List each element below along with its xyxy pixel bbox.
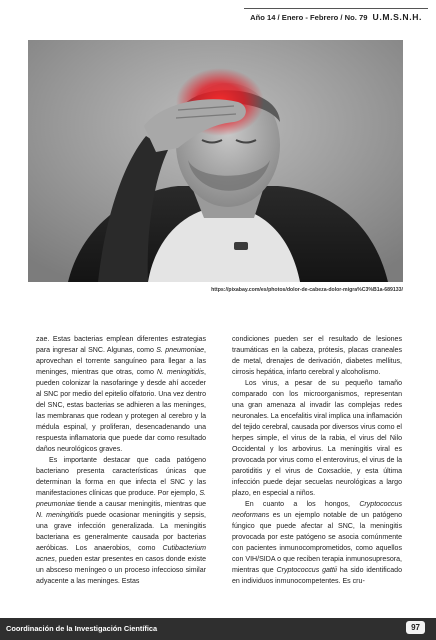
footer-label: Coordinación de la Investigación Científica (6, 624, 158, 633)
footer-bar (0, 618, 436, 640)
text-run: Es importante destacar que cada patógeno bacteriano presenta características únicas que determinan la forma en que infecta el SNC y las manifestaciones clínicas que produce. Por ejemplo, (36, 457, 206, 498)
text-run: , pueden estar presentes en casos donde existe un absceso meníngeo o un proceso infeccioso similar adyacente a las meninges. Estas (36, 556, 206, 586)
text-run: es un ejemplo notable de un patógeno fúngico que puede afectar al SNC, la meningitis provocada por este patógeno se asocia comúnmente con pacientes inmunocomprometidos, como aquellos con VIH/SIDA o que reciben terapia inmunosupresora, mientras que (232, 512, 402, 575)
italic-term: S. pneumoniae (156, 347, 205, 355)
text-run: , aprovechan el torrente sanguíneo para llegar a las meninges, mientras que otras, como (36, 347, 206, 377)
text-run: Los virus, a pesar de su pequeño tamaño comparado con los microorganismos, representan una gran amenaza al invadir las complejas redes neuronales. La encefalitis viral implica una inflamación del tejido cerebral, causada por diversos virus como el herpes simple, el virus de la rabia, el virus del Nilo Occidental y los arbovirus. La meningitis viral es provocada por virus como el enterovirus, el virus de la parotiditis y el virus de Coxsackie, y esta última infección puede dejar secuelas neurológicas a largo plazo, en especial a niños. (232, 380, 402, 498)
italic-term: N. meningitidis (36, 512, 84, 520)
paragraph (232, 334, 402, 378)
text-run: En cuanto a los hongos, (245, 501, 360, 509)
paragraph (232, 499, 402, 587)
text-run: condiciones pueden ser el resultado de lesiones traumáticas en la cabeza, prótesis, placas craneales de metal, drenajes de derivación, diabetes mellitus, cirrosis hepática, infarto cerebral y alcoholismo. (232, 336, 402, 377)
italic-term: Cryptococcus gattii (276, 567, 337, 575)
header-rule (244, 8, 428, 9)
text-run: tiende a causar meningitis, mientras que (74, 501, 206, 509)
text-run: zae. Estas bacterias emplean diferentes estrategias para ingresar al SNC. Algunas, como (36, 336, 206, 355)
article-column-left (36, 334, 206, 587)
headache-photo (28, 40, 403, 282)
image-credit[interactable]: https://pixabay.com/es/photos/dolor-de-cabeza-dolor-migra%C3%B1a-689133/ (211, 287, 403, 293)
article-column-right (232, 334, 402, 587)
running-header (250, 12, 422, 22)
paragraph (36, 455, 206, 587)
paragraph (232, 378, 402, 499)
paragraph (36, 334, 206, 455)
italic-term: Cryptococcus neoformans (232, 501, 402, 520)
institution-name: U.M.S.N.H. (372, 12, 422, 22)
issue-info: Año 14 / Enero - Febrero / No. 79 (250, 13, 368, 22)
text-run: ha sido identificado en individuos inmunocompetentes. Es cru- (232, 567, 403, 586)
italic-term: N. meningitidis (156, 369, 205, 377)
italic-term: Cutibacterium acnes (36, 545, 206, 564)
page-number: 97 (406, 621, 425, 634)
text-run: , pueden colonizar la nasofaringe y desde ahí acceder al SNC por medio del epitelio olfatorio. Una vez dentro del SNC, estas bacterias se adhieren a las meninges, las membranas que rodean y protegen al cerebro y la médula espinal, y proliferan, desencadenando una respuesta inflamatoria que puede dar como resultado daños neurológicos graves. (36, 369, 207, 454)
italic-term: S. pneumoniae (36, 490, 206, 509)
text-run: puede ocasionar meningitis y sepsis, una grave infección generalizada. La meningitis bacteriana es generalmente causada por bacterias aeróbicas. Los anaerobios, como (36, 512, 206, 553)
